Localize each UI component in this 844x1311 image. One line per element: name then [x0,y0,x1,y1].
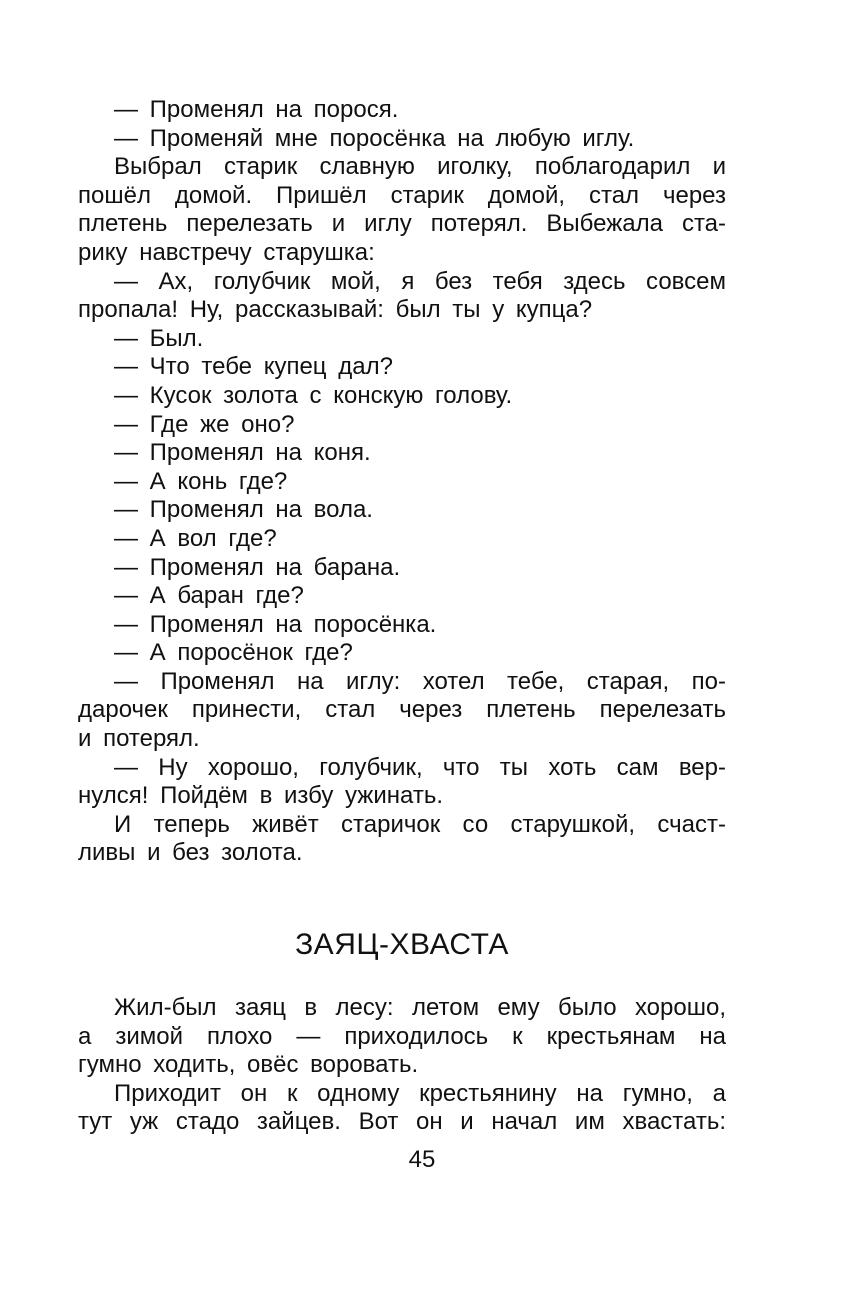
text-line: — Ну хорошо, голубчик, что ты хоть сам вер- [114,753,726,781]
text-line: Жил-был заяц в лесу: летом ему было хорошо, [114,994,726,1022]
text-line: — Что тебе купец дал? [114,353,393,381]
story-title: ЗАЯЦ-ХВАСТА [295,928,509,962]
text-line: а зимой плохо — приходилось к крестьянам на [78,1022,726,1050]
text-line: — Где же оно? [114,410,295,438]
text-line: плетень перелезать и иглу потерял. Выбежала ста- [78,210,726,238]
page-number: 45 [408,1146,436,1173]
text-line: — Был. [114,324,204,352]
text-line: пропала! Ну, рассказывай: был ты у купца? [78,296,593,324]
text-line: — Променял на коня. [114,439,371,467]
text-line: — Променяй мне поросёнка на любую иглу. [114,124,635,152]
text-line: Выбрал старик славную иголку, поблагодарил и [114,153,726,181]
text-line: нулся! Пойдём в избу ужинать. [78,782,443,810]
text-line: — А вол где? [114,524,277,552]
text-line: — Променял на поросёнка. [114,610,437,638]
text-line: и потерял. [78,725,200,753]
text-line: ливы и без золота. [78,839,303,867]
text-line: — Променял на порося. [114,96,399,123]
second-story-beginning [78,994,726,1137]
text-line: И теперь живёт старичок со старушкой, счаст- [114,810,726,838]
text-line: тут уж стадо зайцев. Вот он и начал им хвастать: [78,1108,726,1136]
text-line: — А поросёнок где? [114,639,353,667]
book-page [78,96,726,1137]
text-line: рику навстречу старушка: [78,238,375,266]
text-line: — Променял на барана. [114,553,401,581]
text-line: — Кусок золота с конскую голову. [114,381,513,409]
text-line: — А конь где? [114,467,288,495]
text-line: Приходит он к одному крестьянину на гумно, а [114,1079,726,1107]
text-line: — Ах, голубчик мой, я без тебя здесь совсем [114,267,726,295]
text-line: пошёл домой. Пришёл старик домой, стал через [78,181,726,209]
first-story-ending [78,96,726,868]
text-line: — Променял на вола. [114,496,373,524]
text-line: дарочек принести, стал через плетень перелезать [78,696,726,724]
text-line: — А баран где? [114,582,304,610]
text-line: — Променял на иглу: хотел тебе, старая, по- [114,667,726,695]
text-line: гумно ходить, овёс воровать. [78,1051,419,1079]
